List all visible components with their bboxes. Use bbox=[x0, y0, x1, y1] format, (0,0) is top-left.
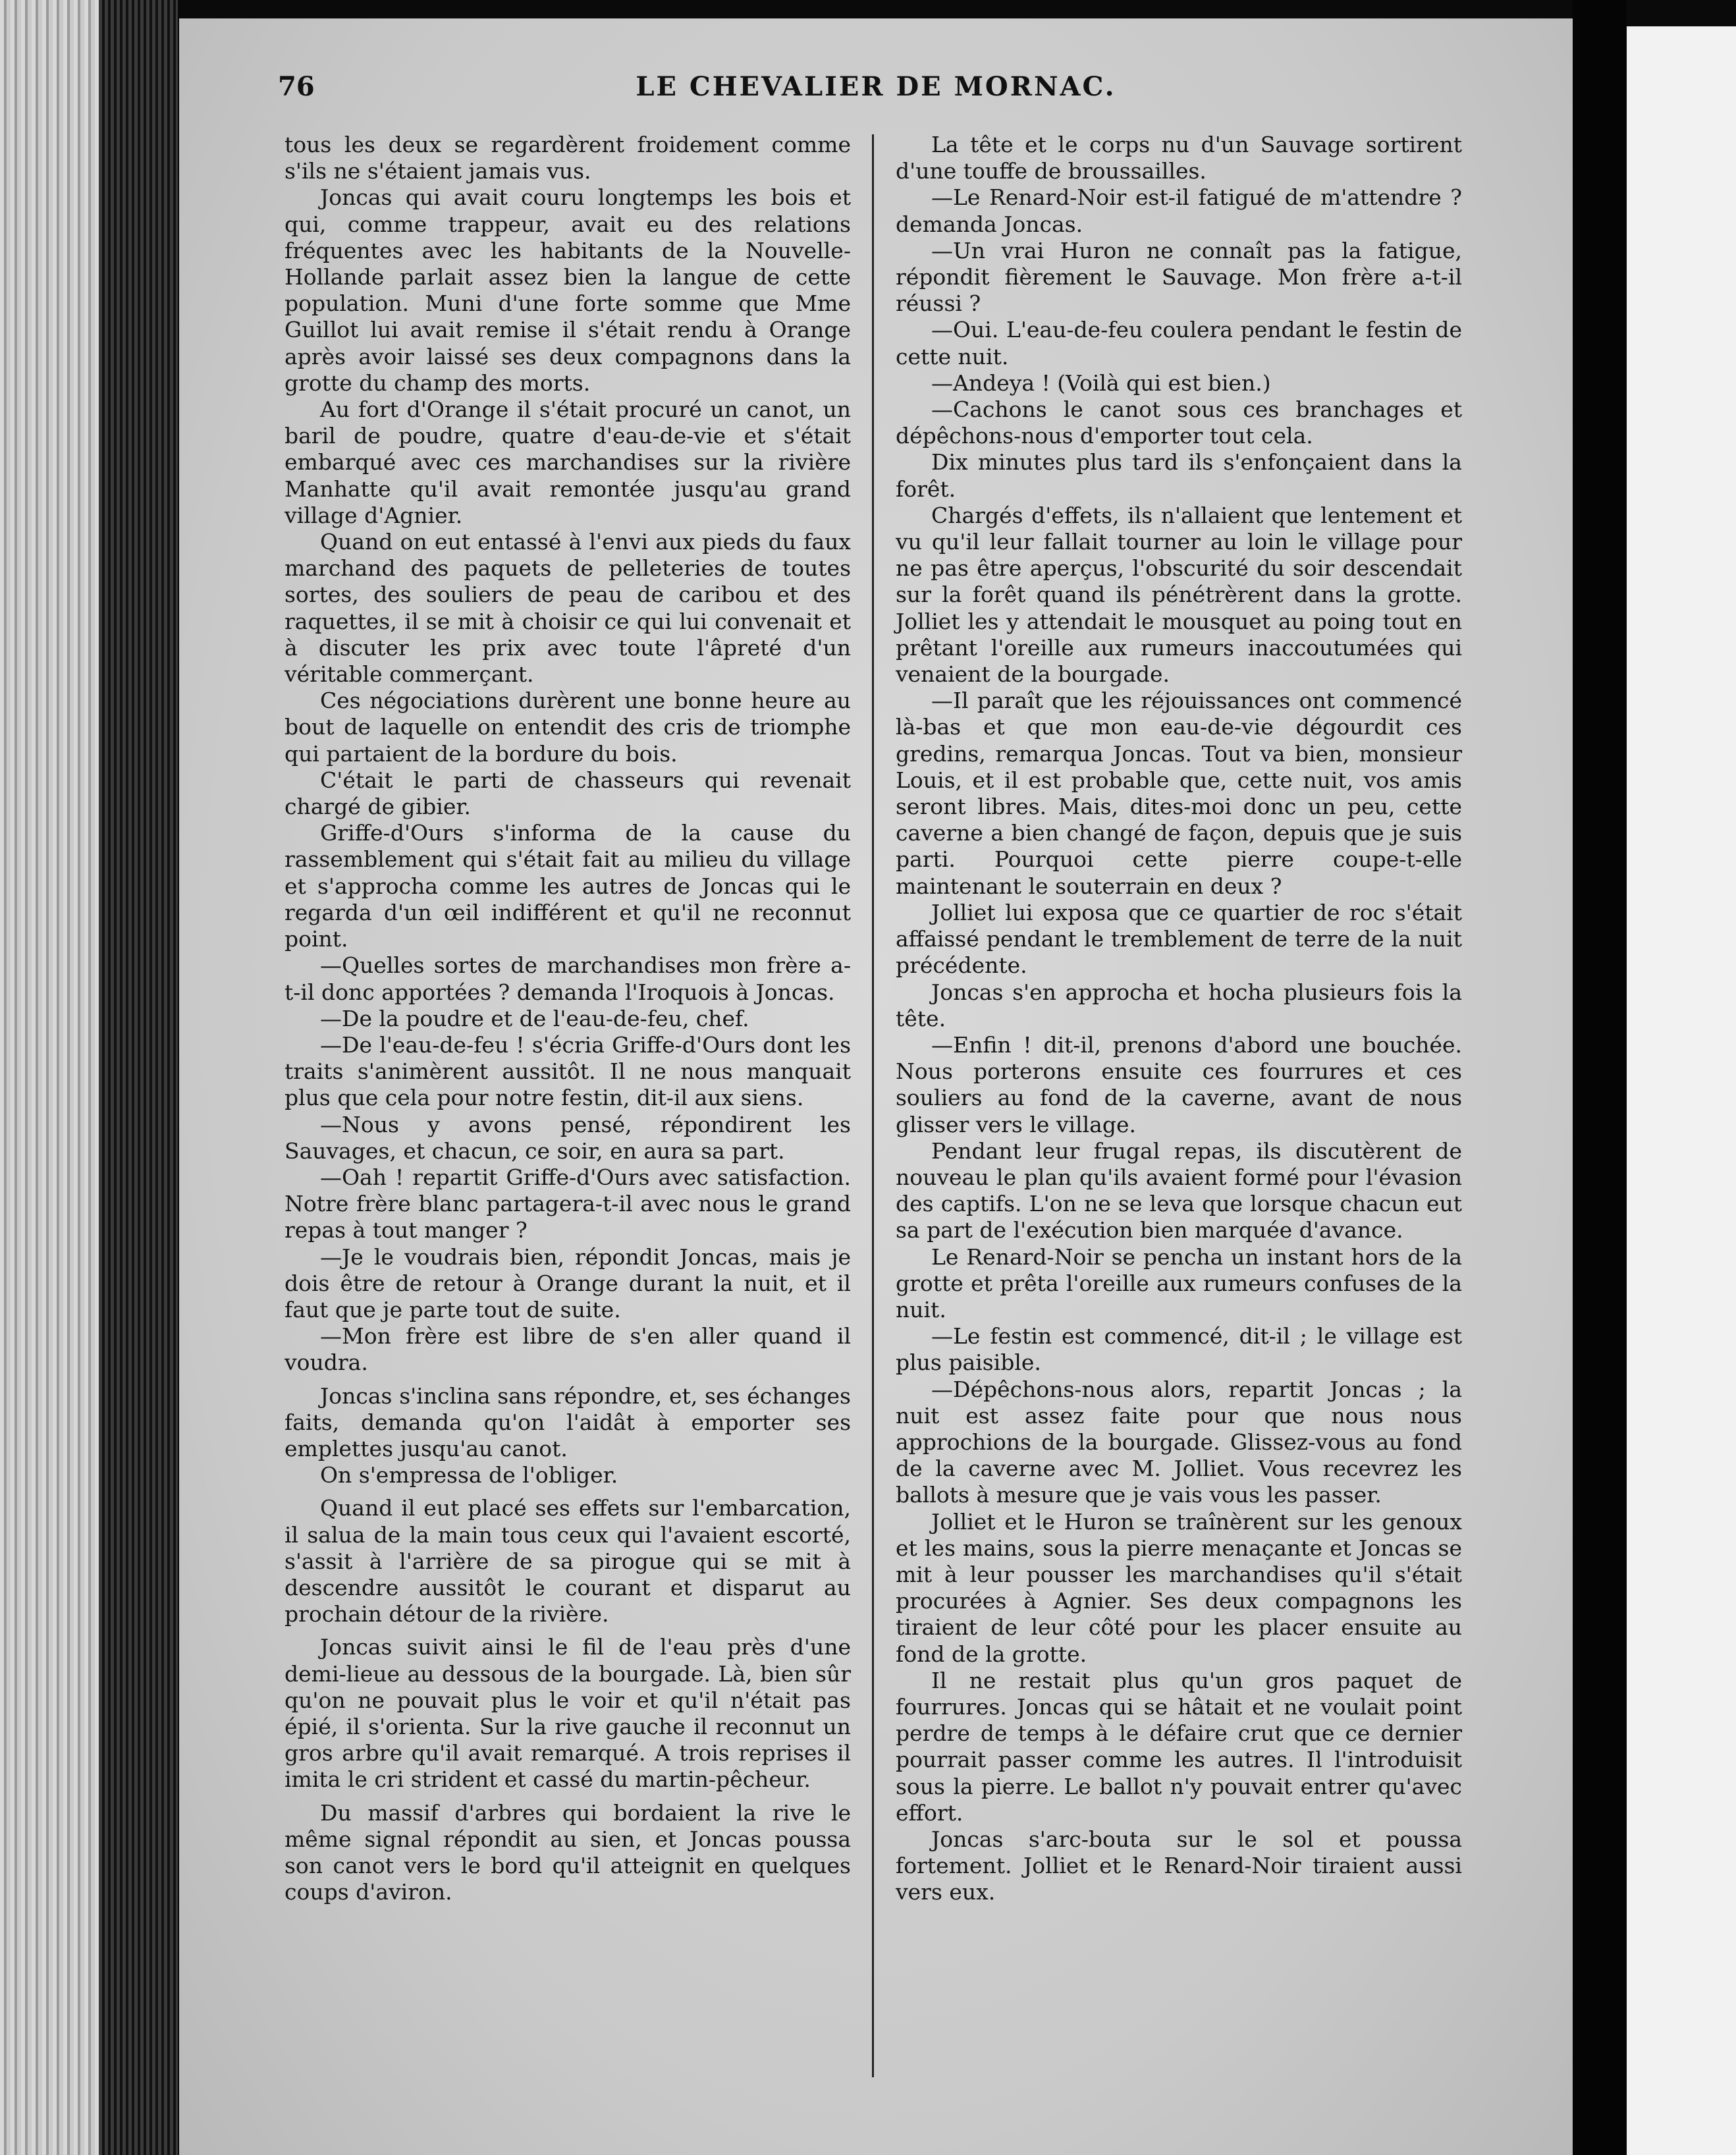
paragraph: —Quelles sortes de marchandises mon frère a-t-il donc apportées ? demanda l'Iroquois à Joncas. bbox=[285, 952, 851, 1005]
column-divider bbox=[872, 134, 874, 2077]
paragraph: Du massif d'arbres qui bordaient la rive le même signal répondit au sien, et Joncas poussa son canot vers le bord qu'il atteignit en quelques coups d'aviron. bbox=[285, 1799, 851, 1905]
paragraph: —De la poudre et de l'eau-de-feu, chef. bbox=[320, 1005, 749, 1031]
paragraph: Joncas s'arc-bouta sur le sol et poussa fortement. Jolliet et le Renard-Noir tiraient aussi vers eux. bbox=[896, 1826, 1462, 1905]
paragraph: Il ne restait plus qu'un gros paquet de fourrures. Joncas qui se hâtait et ne voulait point perdre de temps à le défaire crut que ce dernier pourrait passer comme les autres. Il l'introduisit sous la pierre. Le ballot n'y pouvait entrer qu'avec effort. bbox=[896, 1667, 1462, 1826]
book-binding-shadow bbox=[99, 0, 178, 2155]
paragraph: —Un vrai Huron ne connaît pas la fatigue, répondit fièrement le Sauvage. Mon frère a-t-il réussi ? bbox=[896, 237, 1462, 317]
paragraph: Quand on eut entassé à l'envi aux pieds du faux marchand des paquets de pelleteries de toutes sortes, des souliers de peau de caribou et des raquettes, il se mit à choisir ce qui lui convenait et à discuter les prix avec toute l'âpreté d'un véritable commerçant. bbox=[285, 529, 851, 688]
facing-page-edge bbox=[1627, 26, 1736, 2155]
paragraph: —Oah ! repartit Griffe-d'Ours avec satisfaction. Notre frère blanc partagera-t-il avec nous le grand repas à tout manger ? bbox=[285, 1164, 851, 1243]
paragraph: —Cachons le canot sous ces branchages et dépêchons-nous d'emporter tout cela. bbox=[896, 396, 1462, 449]
paragraph: —Oui. L'eau-de-feu coulera pendant le festin de cette nuit. bbox=[896, 317, 1462, 369]
book-page bbox=[179, 18, 1573, 2155]
paragraph: Dix minutes plus tard ils s'enfonçaient dans la forêt. bbox=[896, 449, 1462, 502]
right-column bbox=[896, 132, 1462, 1906]
paragraph: Joncas s'inclina sans répondre, et, ses échanges faits, demanda qu'on l'aidât à emporter ses emplettes jusqu'au canot. bbox=[285, 1382, 851, 1461]
paragraph: On s'empressa de l'obliger. bbox=[320, 1462, 618, 1488]
page-gutter bbox=[1573, 0, 1627, 2155]
paragraph: Chargés d'effets, ils n'allaient que lentement et vu qu'il leur fallait tourner au loin le village pour ne pas être aperçus, l'obscurité du soir descendait sur la forêt quand ils pénétrèrent dans la grotte. Jolliet les y attendait le mousquet au poing tout en prêtant l'oreille aux rumeurs inaccoutumées qui venaient de la bourgade. bbox=[896, 502, 1462, 688]
book-page-edges bbox=[0, 0, 99, 2155]
paragraph: Joncas suivit ainsi le fil de l'eau près d'une demi-lieue au dessous de la bourgade. Là, bien sûr qu'on ne pouvait plus le voir et qu'il n'était pas épié, il s'orienta. Sur la rive gauche il reconnut un gros arbre qu'il avait remarqué. A trois reprises il imita le cri strident et cassé du martin-pêcheur. bbox=[285, 1634, 851, 1793]
paragraph: Joncas qui avait couru longtemps les bois et qui, comme trappeur, avait eu des relations fréquentes avec les habitants de la Nouvelle-Hollande parlait assez bien la langue de cette population. Muni d'une forte somme que Mme Guillot lui avait remise il s'était rendu à Orange après avoir laissé ses deux compagnons dans la grotte du champ des morts. bbox=[285, 184, 851, 396]
paragraph: Griffe-d'Ours s'informa de la cause du rassemblement qui s'était fait au milieu du village et s'approcha comme les autres de Joncas qui le regarda d'un œil indifférent et qu'il ne reconnut point. bbox=[285, 820, 851, 952]
paragraph: Joncas s'en approcha et hocha plusieurs fois la tête. bbox=[896, 979, 1462, 1031]
paragraph: —Il paraît que les réjouissances ont commencé là-bas et que mon eau-de-vie dégourdit ces gredins, remarqua Joncas. Tout va bien, monsieur Louis, et il est probable que, cette nuit, vos amis seront libres. Mais, dites-moi donc un peu, cette caverne a bien changé de façon, depuis que je suis parti. Pourquoi cette pierre coupe-t-elle maintenant le souterrain en deux ? bbox=[896, 688, 1462, 899]
paragraph: —Andeya ! (Voilà qui est bien.) bbox=[931, 369, 1271, 396]
paragraph: La tête et le corps nu d'un Sauvage sortirent d'une touffe de broussailles. bbox=[896, 132, 1462, 184]
paragraph: tous les deux se regardèrent froidement comme s'ils ne s'étaient jamais vus. bbox=[285, 132, 851, 184]
paragraph: —Nous y avons pensé, répondirent les Sauvages, et chacun, ce soir, en aura sa part. bbox=[285, 1111, 851, 1164]
page-number: 76 bbox=[278, 71, 315, 102]
paragraph: C'était le parti de chasseurs qui revenait chargé de gibier. bbox=[285, 767, 851, 820]
paragraph: Le Renard-Noir se pencha un instant hors de la grotte et prêta l'oreille aux rumeurs confuses de la nuit. bbox=[896, 1243, 1462, 1323]
running-title: LE CHEVALIER DE MORNAC. bbox=[636, 71, 1116, 102]
left-column bbox=[285, 132, 851, 1905]
paragraph: —Le festin est commencé, dit-il ; le village est plus paisible. bbox=[896, 1323, 1462, 1376]
paragraph: —De l'eau-de-feu ! s'écria Griffe-d'Ours dont les traits s'animèrent aussitôt. Il ne nous manquait plus que cela pour notre festin, dit-il aux siens. bbox=[285, 1031, 851, 1111]
paragraph: Quand il eut placé ses effets sur l'embarcation, il salua de la main tous ceux qui l'avaient escorté, s'assit à l'arrière de sa pirogue qui se mit à descendre aussitôt le courant et disparut au prochain détour de la rivière. bbox=[285, 1495, 851, 1627]
paragraph: —Dépêchons-nous alors, repartit Joncas ; la nuit est assez faite pour que nous nous approchions de la bourgade. Glissez-vous au fond de la caverne avec M. Jolliet. Vous recevrez les ballots à mesure que je vais vous les passer. bbox=[896, 1376, 1462, 1508]
paragraph: Jolliet et le Huron se traînèrent sur les genoux et les mains, sous la pierre menaçante et Joncas se mit à leur pousser les marchandises qu'il s'était procurées à Agnier. Ses deux compagnons les tiraient de leur côté pour les placer ensuite au fond de la grotte. bbox=[896, 1508, 1462, 1667]
paragraph: —Le Renard-Noir est-il fatigué de m'attendre ? demanda Joncas. bbox=[896, 184, 1462, 237]
paragraph: Au fort d'Orange il s'était procuré un canot, un baril de poudre, quatre d'eau-de-vie et s'était embarqué avec ces marchandises sur la rivière Manhatte qu'il avait remontée jusqu'au grand village d'Agnier. bbox=[285, 396, 851, 528]
paragraph: Ces négociations durèrent une bonne heure au bout de laquelle on entendit des cris de triomphe qui partaient de la bordure du bois. bbox=[285, 688, 851, 767]
paragraph: —Enfin ! dit-il, prenons d'abord une bouchée. Nous porterons ensuite ces fourrures et ces souliers au fond de la caverne, avant de nous glisser vers le village. bbox=[896, 1031, 1462, 1137]
paragraph: —Je le voudrais bien, répondit Joncas, mais je dois être de retour à Orange durant la nuit, et il faut que je parte tout de suite. bbox=[285, 1243, 851, 1323]
paragraph: —Mon frère est libre de s'en aller quand il voudra. bbox=[285, 1323, 851, 1376]
paragraph: Pendant leur frugal repas, ils discutèrent de nouveau le plan qu'ils avaient formé pour l'évasion des captifs. L'on ne se leva que lorsque chacun eut sa part de l'exécution bien marquée d'avance. bbox=[896, 1137, 1462, 1243]
paragraph: Jolliet lui exposa que ce quartier de roc s'était affaissé pendant le tremblement de terre de la nuit précédente. bbox=[896, 899, 1462, 979]
